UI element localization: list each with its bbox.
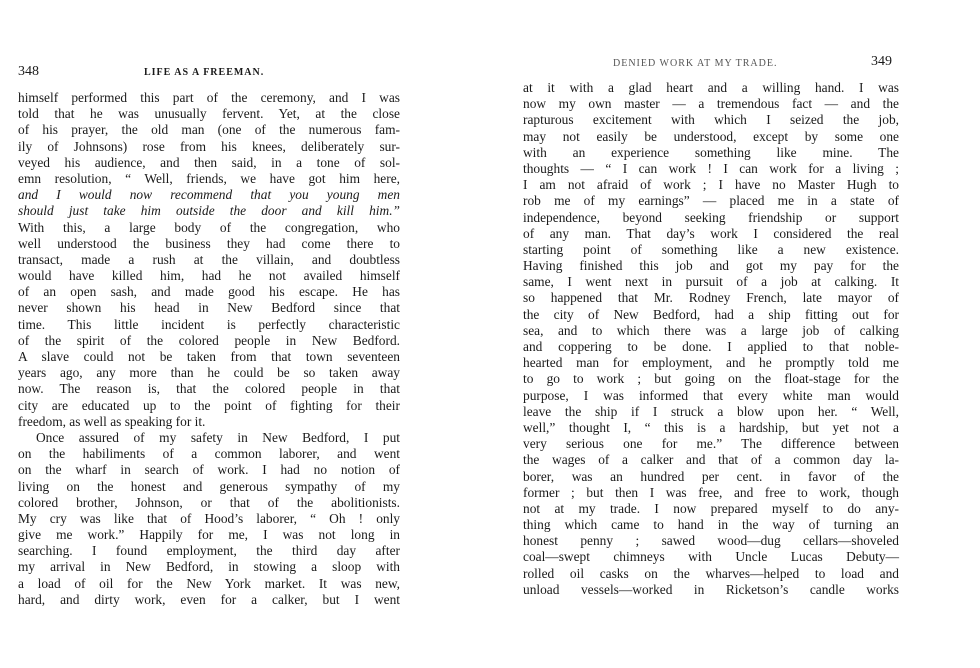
text-line: unload vessels—worked in Ricketson’s candle works: [523, 581, 899, 597]
page-number: 349: [871, 54, 892, 69]
text-line: ily of Johnsons) rose from his knees, deliberately sur-: [18, 138, 400, 154]
text-line: years ago, any more than he could be so taken away: [18, 365, 400, 381]
text-line: may not easily be understood, except by some one: [523, 128, 899, 144]
text-line: should just take him outside the door and kill him.”: [18, 203, 400, 219]
text-line: borer, was an hundred per cent. in favor of the: [523, 468, 899, 484]
text-line: leave the ship if I struck a blow upon her. “ Well,: [523, 403, 899, 419]
text-line: hearted man for employment, and he promptly told me: [523, 355, 899, 371]
text-line: of his prayer, the old man (one of the numerous fam-: [18, 122, 400, 138]
text-line: sea, and to which there was a large job of calking: [523, 322, 899, 338]
text-line: thing which came to hand in the way of turning an: [523, 517, 899, 533]
text-line: coal—swept chimneys with Uncle Lucas Debuty—: [523, 549, 899, 565]
text-line: give me work.” Happily for me, I was not long in: [18, 527, 400, 543]
text-line: my arrival in New Bedford, in stowing a sloop with: [18, 559, 400, 575]
text-line: city are educated up to the point of fighting for their: [18, 397, 400, 413]
text-line: Once assured of my safety in New Bedford, I put: [36, 429, 400, 445]
text-line: well,” thought I, “ this is a hardship, but yet not a: [523, 419, 899, 435]
text-line: rolled oil casks on the wharves—helped to load and: [523, 565, 899, 581]
text-line: to go to work ; but going on the float-stage for the: [523, 371, 899, 387]
text-line: rapturous excitement with which I seized the job,: [523, 112, 899, 128]
text-line: and I would now recommend that you young men: [18, 187, 400, 203]
text-line: the city of New Bedford, had a ship fitting out for: [523, 306, 899, 322]
body-text: [18, 90, 400, 608]
text-line: well understood the business they had come there to: [18, 235, 400, 251]
text-line: purpose, I was informed that every white man would: [523, 387, 899, 403]
text-line: Having finished this job and got my pay for the: [523, 258, 899, 274]
text-line: the wages of a calker and that of a common day la-: [523, 452, 899, 468]
text-line: With this, a large body of the congregation, who: [18, 219, 400, 235]
running-head: LIFE AS A FREEMAN.: [144, 67, 265, 78]
right-page: [490, 0, 980, 668]
text-line: starting point of something like a new existence.: [523, 241, 899, 257]
text-line: living on the honest and generous sympathy of my: [18, 478, 400, 494]
text-line: hard, and dirty work, even for a calker, but I went: [18, 591, 400, 607]
text-line: not at my trade. I now prepared myself to do any-: [523, 500, 899, 516]
text-line: of an open sash, and made good his escape. He has: [18, 284, 400, 300]
text-line: and coppering to be done. I applied to that noble-: [523, 339, 899, 354]
text-line: would have killed him, had he not availed himself: [18, 268, 400, 284]
text-line: colored brother, Johnson, or that of the abolitionists.: [18, 494, 400, 510]
text-line: independence, beyond seeking friendship or support: [523, 209, 899, 225]
text-line: veyed his audience, and then said, in a tone of sol-: [18, 154, 400, 170]
text-line: of the spirit of the colored people in New Bedford.: [18, 332, 400, 348]
text-line: a load of oil for the New York market. It was new,: [18, 575, 400, 591]
text-line: of any man. That day’s work I considered the real: [523, 225, 899, 241]
text-line: with an experience something like mine. The: [523, 144, 899, 160]
text-line: same, I went next in pursuit of a job at calking. It: [523, 274, 899, 290]
text-line: on the wharf in search of work. I had no notion of: [18, 462, 400, 478]
text-line: searching. I found employment, the third day after: [18, 543, 400, 559]
text-line: very serious one for me.” The difference between: [523, 436, 899, 452]
text-line: himself performed this part of the ceremony, and I was: [18, 90, 400, 105]
running-head: DENIED WORK AT MY TRADE.: [613, 58, 778, 69]
text-line: honest penny ; sawed wood—dug cellars—shoveled: [523, 533, 899, 549]
text-line: so happened that Mr. Rodney French, late mayor of: [523, 290, 899, 306]
text-line: My cry was like that of Hood’s laborer, “ Oh ! only: [18, 510, 400, 526]
text-line: now. The reason is, that the colored people in that: [18, 381, 400, 397]
text-line: A slave could not be taken from that town seventeen: [18, 349, 400, 364]
text-line: now my own master — a tremendous fact — and the: [523, 96, 899, 112]
page-number: 348: [18, 64, 39, 79]
text-line: time. This little incident is perfectly characteristic: [18, 316, 400, 332]
text-line: emn resolution, “ Well, friends, we have got him here,: [18, 170, 400, 186]
text-line: on the habiliments of a common laborer, and went: [18, 446, 400, 462]
text-line: thoughts — “ I can work ! I can work for a living ;: [523, 160, 899, 176]
text-line: rob me of my earnings” — placed me in a state of: [523, 193, 899, 209]
text-line: freedom, as well as speaking for it.: [18, 413, 206, 429]
body-text: [523, 80, 899, 598]
text-line: former ; but then I was free, and free to work, though: [523, 484, 899, 500]
text-line: never shown his head in New Bedford since that: [18, 300, 400, 316]
text-line: at it with a glad heart and a willing hand. I was: [523, 80, 899, 95]
text-line: told that he was unusually fervent. Yet, at the close: [18, 106, 400, 122]
text-line: transact, made a rush at the villain, and doubtless: [18, 251, 400, 267]
text-line: I am not afraid of work ; I have no Master Hugh to: [523, 177, 899, 193]
